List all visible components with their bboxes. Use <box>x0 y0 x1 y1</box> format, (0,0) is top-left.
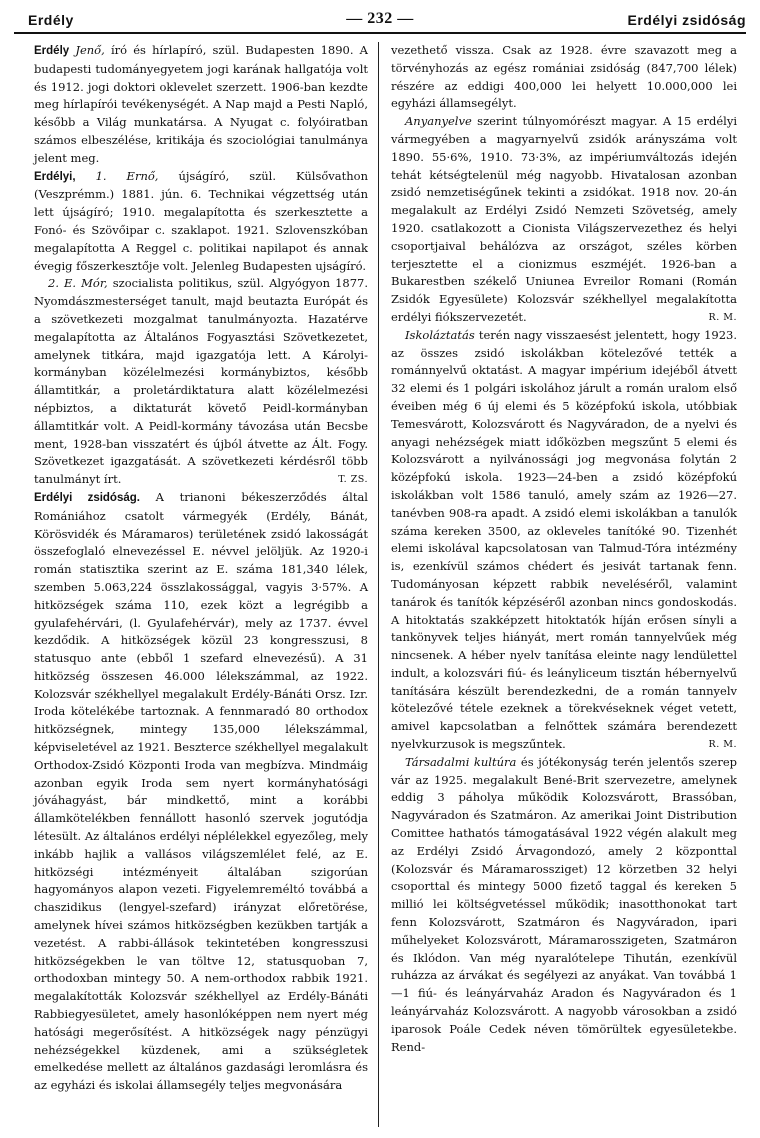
entry-subhead: 2. E. Mór, <box>48 276 108 291</box>
entry-erdelyi-zsidosag <box>34 489 368 1095</box>
paragraph-text: vezethető vissza. Csak az 1928. évre szavazott meg a törvényhozás az egész romániai zsidóság (847,700 lélek) részére az eddigi 400,000 lei helyett 10.000,000 lei egyházi államsegélyt. <box>391 43 737 111</box>
entry-erdely-jeno <box>34 42 368 168</box>
paragraph-text: terén nagy visszaesést jelentett, hogy 1923. az összes zsidó iskolákban kötelezővé tették a románnyelvű oktatást. A magyar impérium idejéből átvett 32 elemi és 1 polgári iskolához járult a román uralom első éveiben még 6 új elemi és 5 középfokú iskola, utóbbiak Temesvárott, Kolozsvárott és Nagyváradon, de a nyelvi és anyagi nehézségek miatt időközben megszűnt 5 elemi és Kolozsvárott a nyilvánossági jog megvonása folytán 2 középfokú iskola. 1923—24-ben a zsidó középfokú iskolákban volt 1586 tanuló, amely szám az 1926—27. tanévben 908-ra apadt. A zsidó elemi iskolákban a tanulók száma kereken 3500, az okleveles tanítóké 90. Tizenhét elemi iskolával kapcsolatosan van Talmud-Tóra intézmény is, ezenkívül számos chédert és jesivát tartanak fenn. Tudományosan képzett rabbik neveléséről, valamint tanárok és tanítók képzéséről azonban nincs gondoskodás. A hitoktatás szakképzett hitoktatók híján erősen sínyli a tankönyvek teljes hiányát, mert román tannyelvűek még nincsenek. A héber nyelv tanítása eleinte nagy lendülettel indult, a kolozsvári fiú- és leányliceum tisztán hébernyelvű tanítására készült berendezkedni, de a román tannyelv kötelezővé tétele ezeknek a törekvéseknek véget vetett, amivel kapcsolatban a felnőttek számára berendezett nyelvkurzusok is megszűntek. <box>391 327 737 752</box>
paragraph-text: szerint túlnyomórészt magyar. A 15 erdélyi vármegyében a magyarnyelvű zsidók arányszáma volt 1890. 55·6%, 1910. 73·3%, az impériumváltozás idején tehát kétségtelenül még nagyobb. Hivatalosan azonban zsidó nemzetiségűnek tekinti a zsidókat. 1918 nov. 20-án megalakult az Erdélyi Zsidó Nemzeti Szövetség, amely 1920. csatlakozott a Cionista Világszervezethez és helyi csoportjaival behálózva az országot, széles körben terjesztette el a cionizmus eszméjét. 1926-ban a Bukarestben székelő Uniunea Evreilor Romani (Román Zsidók Egyesülete) Kolozsvár székhellyel megalakította erdélyi fiókszervezetét. <box>391 114 737 324</box>
paragraph-continuation <box>391 42 737 113</box>
entry-subhead: 1. Ernő, <box>75 168 159 183</box>
paragraph-lead: Anyanyelve <box>405 114 472 129</box>
paragraph-tarsadalmi-kultura <box>391 754 737 1057</box>
paragraph-lead: Társadalmi kultúra <box>405 754 517 769</box>
left-column <box>14 42 378 1127</box>
paragraph-anyanyelve <box>391 113 737 327</box>
paragraph-lead: Iskoláztatás <box>405 327 475 342</box>
entry-headword: Erdély <box>34 45 70 57</box>
entry-text: A trianoni békeszerződés által Romániához csatolt vármegyék (Erdély, Bánát, Körösvidék és Máramaros) területének zsidó lakosságát összefoglaló elnevezéssel E. névvel jelöljük. Az 1920-i román statisztika szerint az E. száma 181,340 lélek, szemben 5.063,224 összlakossággal, vagyis 3·57%. A hitközségek száma 110, ezek közt a legrégibb a gyulafehérvári, (l. Gyulafehérvár), mely az 1737. évvel kezdődik. A hitközségek közül 23 kongresszusi, 8 statusquo ante (ebből 1 szefard elnevezésű). A 31 hitközség összesen 46.000 lélekszámmal, az 1922. Kolozsvár székhellyel megalakult Erdély-Bánáti Orsz. Izr. Iroda kötelékébe tartoznak. A fennmaradó 80 orthodox hitközségnek, mintegy 135,000 lélekszámmal, képviseletével az 1921. Beszterce székhellyel megalakult Orthodox-Zsidó Központi Iroda van megbízva. Mindmáig azonban egyik Iroda sem nyert kormányhatósági jóváhagyást, bár mindkettő, mint a korábbi államkötelékben fennállott hasonló szervek jogutódja létesült. Az általános erdélyi néplélekkel egyezőleg, mely inkább hajlik a vallásos világszemlélet felé, az E. hitközségi intézményeit általában szigorúan hagyományos alapon vezeti. Figyelemreméltó továbbá a chaszidikus (lengyel-szefard) irányzat előretörése, amelynek hívei számos hitközségben kezükben tartják a vezetést. A rabbi-állások tekintetében kongresszusi hitközségekben le van töltve 12, statusquoban 7, orthodoxban mintegy 50. A nem-orthodox rabbik 1921. megalakították Kolozsvár székhellyel az Erdély-Bánáti Rabbiegyesületet, amely hasonlóképpen nem nyert még hatósági megerősítést. A hitközségek nagy pénzügyi nehézségekkel küzdenek, ami a szükségletek emelkedése mellett az általános gazdasági leromlásra és az egyházi és iskolai államsegély teljes megvonására <box>34 489 368 1093</box>
author-signature: R. M. <box>708 739 737 751</box>
author-signature: R. M. <box>708 311 737 323</box>
right-column <box>379 42 743 1127</box>
entry-erdelyi-erno <box>34 168 368 276</box>
header-right-word: Erdélyi zsidóság <box>627 12 746 28</box>
header-left-word: Erdély <box>28 12 74 28</box>
entry-text: szocialista politikus, szül. Algyógyon 1877. Nyomdászmesterséget tanult, majd beutazta Európát és a szövetkezeti mozgalmat tanulmányozta. Hazatérve megalapította az Általános Fogyasztási Szövetkezetet, amelynek titkára, majd igazgatója lett. A Károlyi-kormányban közélelmezési kormánybiztos, később államtitkár, a proletárdiktatura alatt közélelmezési népbiztos, a diktaturát követő Peidl-kormányban államtitkár volt. A Peidl-kormány távozása után Becsbe ment, 1928-ban visszatért és újból átvette az Ált. Fogy. Szövetkezet igazgatását. A szövetkezeti kérdésről több tanulmányt írt. <box>34 276 369 487</box>
entry-erdelyi-mor <box>34 275 368 489</box>
paragraph-iskolaztatas <box>391 327 737 754</box>
entry-headword: Erdélyi zsidóság. <box>34 491 140 504</box>
paragraph-text: és jótékonyság terén jelentős szerep vár az 1925. megalakult Bené-Brit szervezetre, amelynek eddig 3 páholya működik Kolozsvárott, Brassóban, Nagyváradon és Szatmáron. Az amerikai Joint Distribution Comittee hathatós támogatásával 1922 végén alakult meg az Erdélyi Zsidó Árvagondozó, amely 2 központtal (Kolozsvár és Máramarossziget) 12 körzetben 32 helyi csoporttal és mintegy 5000 fizető taggal és kereken 5 millió lei költségvetéssel működik; inasotthonokat tart fenn Kolozsvárott, Szatmáron és Nagyváradon, ipari műhelyeket Kolozsvárott, Máramarosszigeten, Szatmáron és Iklódon. Van még nyaralótelepe Tihután, ezenkívül ruházza az árvákat és segélyezi az anyákat. Van továbbá 1—1 fiú- és leányárvaház Aradon és Nagyváradon és 1 leányárvaház Kolozsvárott. A nagyobb városokban a zsidó iparosok Poále Cedek néven tömörültek egyesületekbe. Rend- <box>391 754 737 1054</box>
entry-subhead: Jenő, <box>69 43 105 57</box>
entry-text: író és hírlapíró, szül. Budapesten 1890. A budapesti tudományegyetem jogi karának hallgatója volt és 1912. jogi doktori oklevelet szerzett. 1906-ban kezdte meg hírlapírói tevékenységét. A Nap majd a Pesti Napló, később a Világ munkatársa. A Nyugat c. folyóiratban számos elbeszélése, kritikája és szociológiai tanulmánya jelent meg. <box>34 43 368 165</box>
entry-headword: Erdélyi, <box>34 170 76 183</box>
author-signature: T. ZS. <box>338 474 368 486</box>
entry-text: újságíró, szül. Külsővathon (Veszprémm.) 1881. jún. 6. Technikai végzettség után lett újságíró; 1910. megalapította és szerkesztette a Fonó- és Szövőipar c. szaklapot. 1921. Szlovenszkóban megalapította A Reggel c. politikai napilapot és annak évegig főszerkesztője volt. Jelenleg Budapesten ujságíró. <box>34 168 368 273</box>
page-number: — 232 — <box>346 10 414 27</box>
text-columns <box>14 42 746 1127</box>
running-header <box>14 10 746 34</box>
